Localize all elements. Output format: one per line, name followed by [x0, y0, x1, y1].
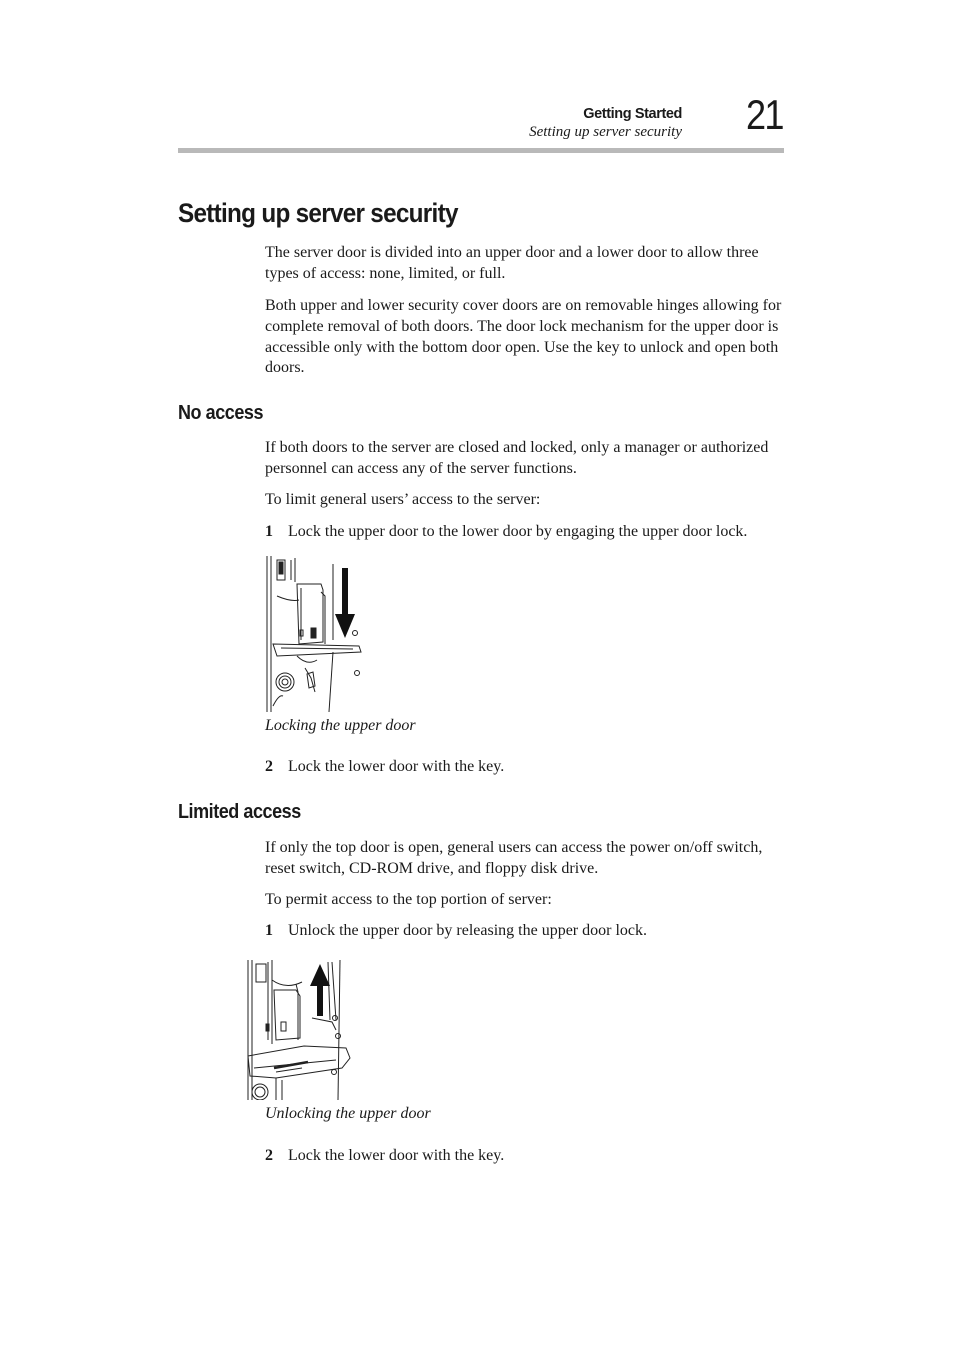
- step-number: 2: [265, 758, 273, 775]
- limited-access-paragraph-2: To permit access to the top portion of server:: [265, 891, 552, 908]
- no-access-paragraph-1: If both doors to the server are closed and locked, only a manager or authorized personnel can access any of the server functions.: [265, 439, 769, 477]
- page-title: Setting up server security: [178, 198, 458, 228]
- limited-access-step-1: [265, 921, 785, 942]
- lock-diagram-arrow-down-icon: [263, 556, 367, 712]
- intro-paragraph-1: The server door is divided into an upper door and a lower door to allow three types of access: none, limited, or full.: [265, 244, 759, 282]
- figure-caption-unlocking: Unlocking the upper door: [265, 1105, 431, 1122]
- page-number: 21: [746, 91, 783, 138]
- step-text: Lock the lower door with the key.: [288, 758, 505, 775]
- intro-paragraph-2: Both upper and lower security cover doors are on removable hinges allowing for complete removal of both doors. The door lock mechanism for the upper door is accessible only with the bottom door open. Use the key to unlock and open both doors.: [265, 297, 782, 377]
- no-access-paragraph-2: To limit general users’ access to the server:: [265, 491, 541, 508]
- step-number: 1: [265, 922, 273, 939]
- step-number: 1: [265, 523, 273, 540]
- step-text: Unlock the upper door by releasing the upper door lock.: [288, 922, 648, 939]
- no-access-step-1: [265, 522, 785, 543]
- unlock-diagram-arrow-up-icon: [246, 960, 354, 1100]
- header-rule: [178, 148, 784, 153]
- step-number: 2: [265, 1147, 273, 1164]
- heading-limited-access: Limited access: [178, 801, 301, 823]
- limited-access-step-2: [265, 1146, 785, 1167]
- figure-caption-locking: Locking the upper door: [265, 717, 416, 734]
- step-text: Lock the upper door to the lower door by engaging the upper door lock.: [288, 523, 748, 540]
- running-header-chapter: Getting Started: [583, 106, 682, 122]
- running-header-section: Setting up server security: [529, 124, 682, 140]
- heading-no-access: No access: [178, 402, 264, 424]
- step-text: Lock the lower door with the key.: [288, 1147, 505, 1164]
- no-access-step-2: [265, 757, 785, 778]
- limited-access-paragraph-1: If only the top door is open, general users can access the power on/off switch, reset switch, CD-ROM drive, and floppy disk drive.: [265, 839, 763, 877]
